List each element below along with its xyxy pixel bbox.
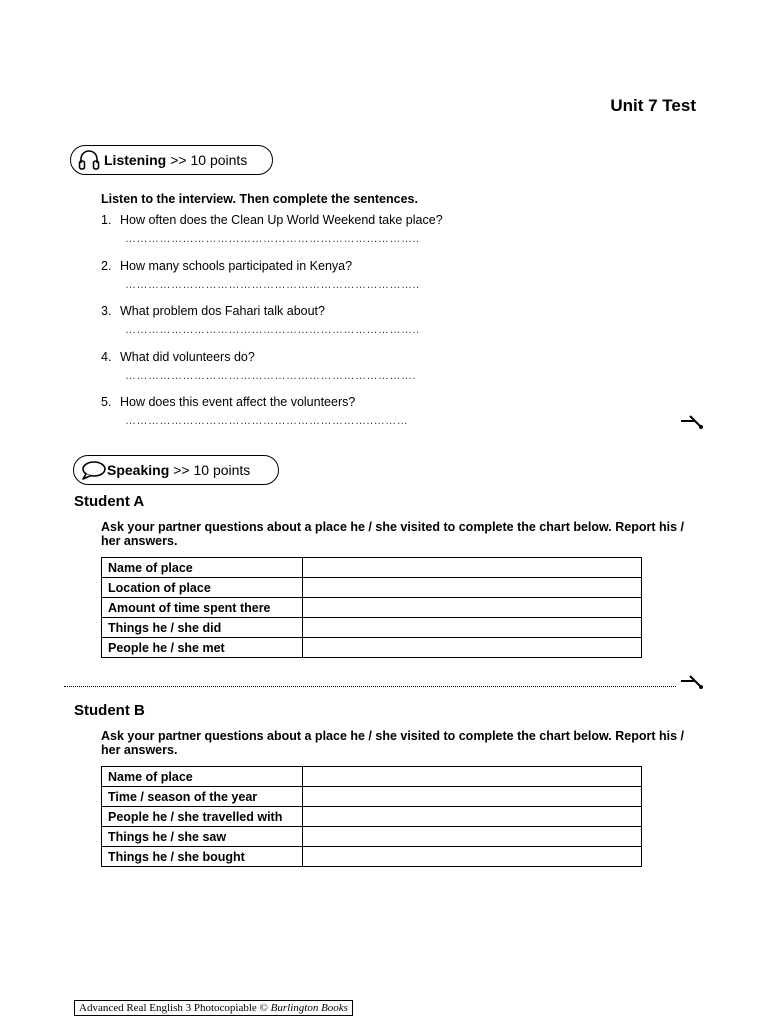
answer-cell[interactable]: [303, 558, 642, 578]
question-number: 5.: [101, 395, 112, 409]
row-label: Things he / she saw: [102, 827, 303, 847]
table-row: [102, 618, 642, 638]
answer-line[interactable]: …………………………………………………………………..: [125, 324, 420, 336]
question-text: What problem dos Fahari talk about?: [120, 304, 325, 318]
answer-line[interactable]: …………………………………………………………………..: [125, 279, 420, 291]
table-row: [102, 767, 642, 787]
speaking-points: >> 10 points: [173, 462, 251, 478]
answer-line[interactable]: ………………………………………………………..………: [125, 415, 409, 427]
speaking-label: Speaking: [107, 462, 170, 478]
question-text: What did volunteers do?: [120, 350, 255, 364]
question-item: [101, 259, 521, 291]
question-item: [101, 395, 521, 427]
listening-instruction: Listen to the interview. Then complete the sentences.: [101, 192, 418, 206]
footer-text: Advanced Real English 3 Photocopiable ©: [79, 1002, 271, 1014]
answer-cell[interactable]: [303, 767, 642, 787]
listening-label: Listening: [104, 152, 167, 168]
table-row: [102, 578, 642, 598]
answer-cell[interactable]: [303, 578, 642, 598]
listening-section-header: [70, 145, 273, 175]
row-label: Things he / she bought: [102, 847, 303, 867]
student-b-instruction: Ask your partner questions about a place he / she visited to complete the chart below. Report his / her answers.: [101, 729, 684, 757]
row-label: Name of place: [102, 767, 303, 787]
answer-cell[interactable]: [303, 618, 642, 638]
listening-points: >> 10 points: [170, 152, 248, 168]
scissors-icon: [680, 413, 704, 433]
headphones-icon: [77, 150, 101, 170]
answer-cell[interactable]: [303, 847, 642, 867]
row-label: Amount of time spent there: [102, 598, 303, 618]
student-b-chart: [101, 766, 642, 867]
footer-brand: Burlington Books: [270, 1002, 348, 1014]
question-item: [101, 350, 521, 382]
row-label: People he / she travelled with: [102, 807, 303, 827]
question-text: How many schools participated in Kenya?: [120, 259, 353, 273]
student-b-heading: Student B: [74, 702, 145, 719]
table-row: [102, 787, 642, 807]
table-row: [102, 847, 642, 867]
question-text: How often does the Clean Up World Weekend take place?: [120, 213, 443, 227]
cut-line: [64, 686, 676, 687]
answer-cell[interactable]: [303, 807, 642, 827]
table-row: [102, 598, 642, 618]
row-label: Time / season of the year: [102, 787, 303, 807]
question-number: 3.: [101, 304, 112, 318]
answer-line[interactable]: ………………………………………………………………….: [125, 370, 417, 382]
table-row: [102, 827, 642, 847]
speaking-section-header: [73, 455, 279, 485]
answer-cell[interactable]: [303, 787, 642, 807]
listening-questions: [101, 213, 541, 443]
question-item: [101, 304, 521, 336]
question-number: 1.: [101, 213, 112, 227]
row-label: Things he / she did: [102, 618, 303, 638]
table-row: [102, 558, 642, 578]
answer-line[interactable]: …………………………………………………………………..: [125, 233, 420, 245]
page-title: Unit 7 Test: [610, 96, 696, 115]
question-item: [101, 213, 521, 245]
question-number: 4.: [101, 350, 112, 364]
question-text: How does this event affect the volunteers?: [120, 395, 356, 409]
question-number: 2.: [101, 259, 112, 273]
speech-bubble-icon: [80, 460, 104, 480]
student-a-instruction: Ask your partner questions about a place he / she visited to complete the chart below. Report his / her answers.: [101, 520, 684, 548]
row-label: Name of place: [102, 558, 303, 578]
scissors-icon: [680, 673, 704, 693]
student-a-chart: [101, 557, 642, 658]
row-label: People he / she met: [102, 638, 303, 658]
row-label: Location of place: [102, 578, 303, 598]
answer-cell[interactable]: [303, 827, 642, 847]
student-a-heading: Student A: [74, 493, 145, 510]
table-row: [102, 638, 642, 658]
table-row: [102, 807, 642, 827]
answer-cell[interactable]: [303, 638, 642, 658]
answer-cell[interactable]: [303, 598, 642, 618]
footer-copyright: [74, 1000, 353, 1016]
